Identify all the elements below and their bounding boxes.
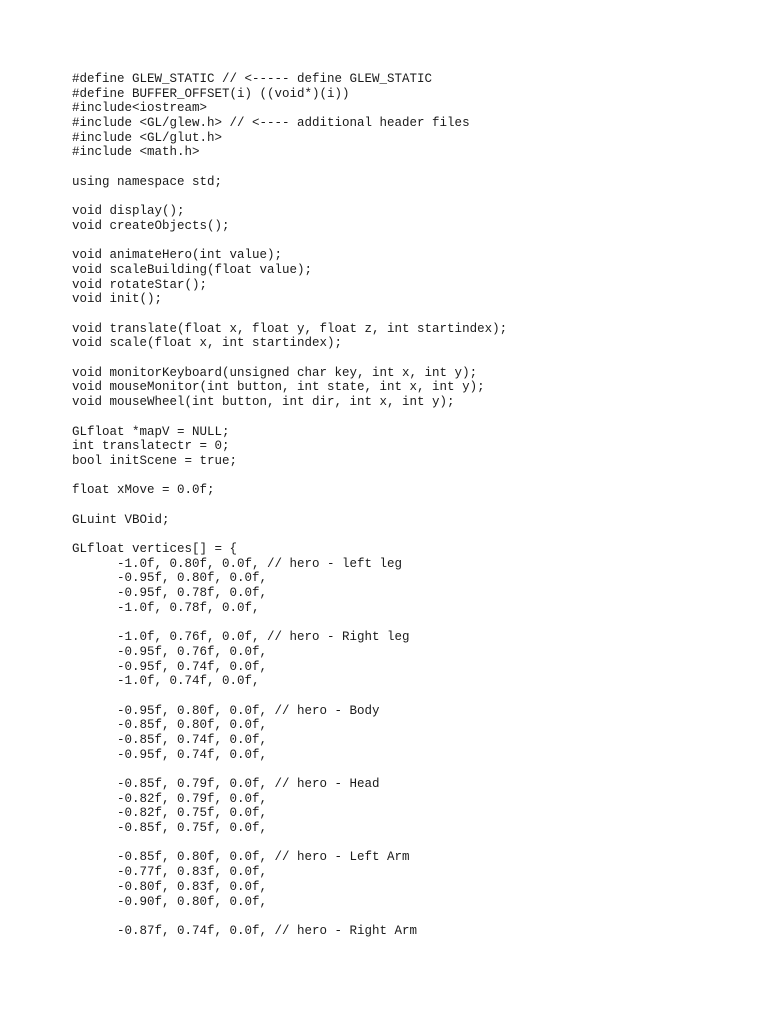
code-line: -1.0f, 0.78f, 0.0f, [72,600,260,615]
code-line [72,190,507,205]
code-line: -0.82f, 0.79f, 0.0f, [72,791,268,806]
code-line: void scaleBuilding(float value); [72,262,313,277]
code-line: void createObjects(); [72,218,230,233]
code-line: -0.95f, 0.74f, 0.0f, [72,659,268,674]
code-line: void rotateStar(); [72,277,208,292]
code-line: -0.87f, 0.74f, 0.0f, // hero - Right Arm [72,923,418,938]
code-line: void display(); [72,204,185,219]
code-line: -0.85f, 0.80f, 0.0f, // hero - Left Arm [72,850,410,865]
code-line: #include<iostream> [72,101,208,116]
code-line: void animateHero(int value); [72,248,283,263]
code-line: void mouseMonitor(int button, int state, int x, int y); [72,380,485,395]
code-line: -0.95f, 0.74f, 0.0f, [72,747,268,762]
code-line: void monitorKeyboard(unsigned char key, int x, int y); [72,365,478,380]
code-line: #define BUFFER_OFFSET(i) ((void*)(i)) [72,86,350,101]
code-line: GLuint VBOid; [72,512,170,527]
code-line: int translatectr = 0; [72,439,230,454]
code-line [72,234,507,249]
code-listing [72,72,507,939]
code-line: -0.85f, 0.80f, 0.0f, [72,718,268,733]
code-line [72,351,507,366]
code-line: -1.0f, 0.80f, 0.0f, // hero - left leg [72,556,403,571]
code-line: -0.82f, 0.75f, 0.0f, [72,806,268,821]
code-line: -0.95f, 0.76f, 0.0f, [72,644,268,659]
code-line: -0.85f, 0.79f, 0.0f, // hero - Head [72,777,380,791]
code-line: GLfloat vertices[] = { [72,542,238,556]
code-line: void mouseWheel(int button, int dir, int x, int y); [72,395,455,410]
code-line: -0.95f, 0.80f, 0.0f, // hero - Body [72,703,380,718]
code-line: void init(); [72,292,163,307]
code-line [72,689,507,704]
code-line [72,615,507,630]
code-line: -1.0f, 0.76f, 0.0f, // hero - Right leg [72,630,410,645]
code-line [72,836,507,851]
code-line: -0.90f, 0.80f, 0.0f, [72,894,268,909]
code-line: GLfloat *mapV = NULL; [72,424,230,439]
code-line: #define GLEW_STATIC // <----- define GLEW_STATIC [72,72,433,86]
code-line [72,498,507,513]
code-line: -0.95f, 0.78f, 0.0f, [72,586,268,601]
code-line: using namespace std; [72,174,223,189]
code-line: #include <GL/glew.h> // <---- additional header files [72,116,470,131]
code-line: #include <math.h> [72,145,200,160]
code-line [72,307,507,322]
code-line [72,527,507,542]
code-line [72,160,507,175]
code-line: void scale(float x, int startindex); [72,336,343,351]
code-line [72,410,507,425]
code-line: #include <GL/glut.h> [72,130,223,145]
code-line [72,762,507,777]
code-line [72,469,507,484]
code-line: -0.80f, 0.83f, 0.0f, [72,879,268,894]
code-line: bool initScene = true; [72,453,238,468]
code-line: -0.95f, 0.80f, 0.0f, [72,571,268,586]
code-line: float xMove = 0.0f; [72,483,215,498]
code-line: -0.85f, 0.74f, 0.0f, [72,732,268,747]
code-line: -1.0f, 0.74f, 0.0f, [72,674,260,689]
code-line [72,909,507,924]
code-line: -0.77f, 0.83f, 0.0f, [72,865,268,880]
code-line: void translate(float x, float y, float z, int startindex); [72,321,508,336]
code-line: -0.85f, 0.75f, 0.0f, [72,821,268,836]
